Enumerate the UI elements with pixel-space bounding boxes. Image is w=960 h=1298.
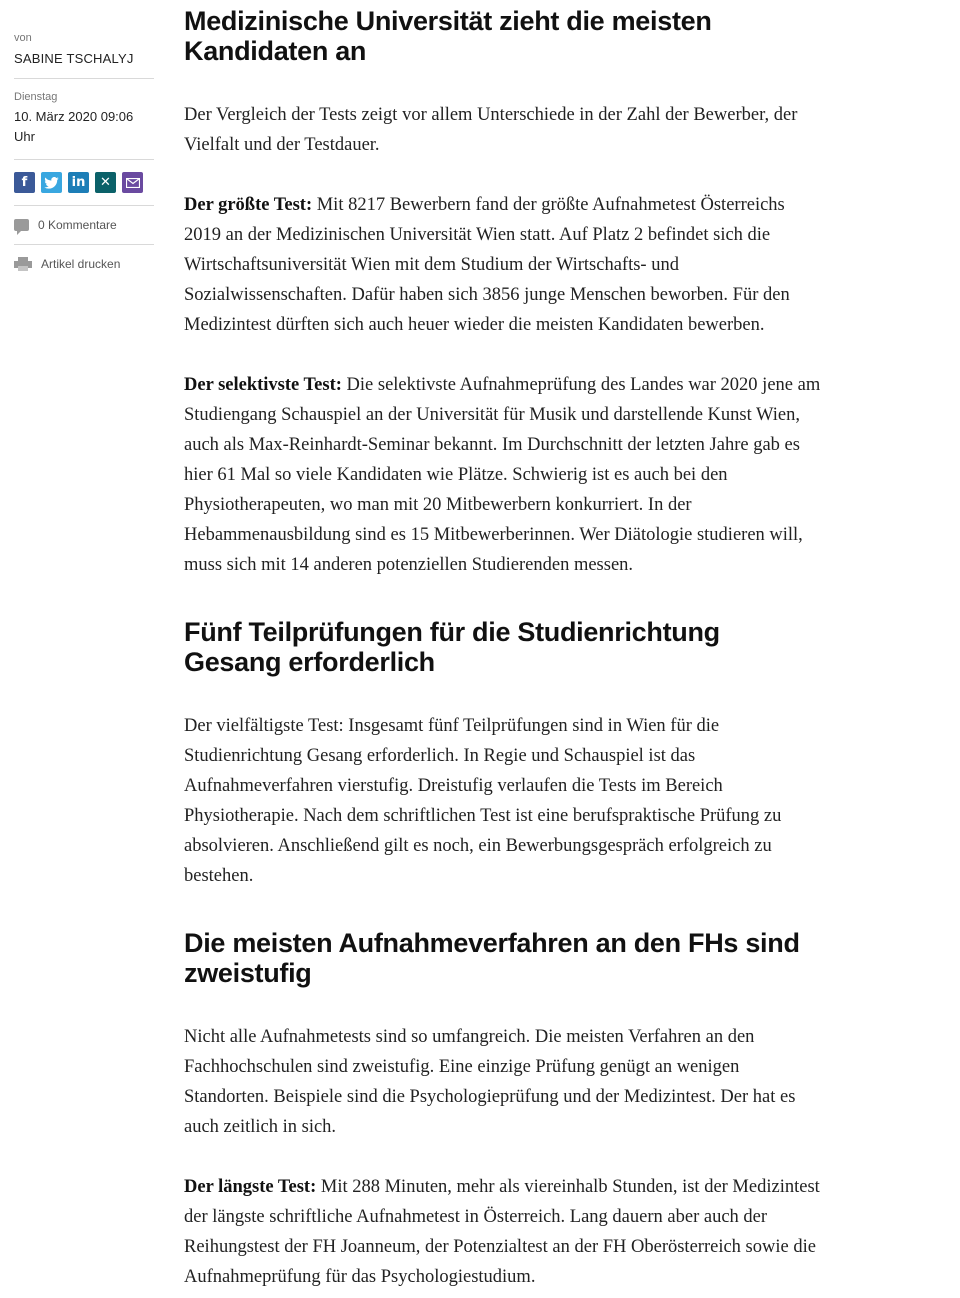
comments-label: 0 Kommentare bbox=[38, 218, 117, 232]
paragraph-longest-test bbox=[184, 1172, 824, 1292]
paragraph-biggest-test bbox=[184, 190, 824, 340]
text-biggest-test: Mit 8217 Bewerbern fand der größte Aufnahmetest Österreichs 2019 an der Medizinischen Universität Wien statt. Auf Platz 2 befindet sich die Wirtschaftsuniversität Wien mit dem Studium der Wirtschafts- und Sozialwissenschaften. Dafür haben sich 3856 junge Menschen beworben. Für den Medizintest dürften sich auch heuer wieder die meisten Kandidaten bewerben. bbox=[184, 195, 790, 335]
publish-date bbox=[14, 107, 154, 147]
weekday: Dienstag bbox=[14, 91, 58, 103]
twitter-icon[interactable] bbox=[41, 172, 62, 193]
text-selective-test: Die selektivste Aufnahmeprüfung des Landes war 2020 jene am Studiengang Schauspiel an der Universität für Musik und darstellende Kunst Wien, auch als Max-Reinhardt-Seminar bekannt. Im Durchschnitt der letzten Jahre gab es hier 61 Mal so viele Kandidaten wie Plätze. Schwierig ist es auch bei den Physiotherapeuten, wo man mit 20 Mitbewerbern konkurriert. In der Hebammenausbildung sind es 15 Mitbewerberinnen. Wer Diätologie studieren will, muss sich mit 14 anderen potenziellen Studierenden messen. bbox=[184, 375, 821, 575]
article-body bbox=[184, 6, 824, 1292]
linkedin-icon[interactable]: in bbox=[68, 172, 89, 193]
facebook-icon[interactable]: f bbox=[14, 172, 35, 193]
lead-longest-test: Der längste Test: bbox=[184, 1177, 317, 1197]
section-heading-3: Die meisten Aufnahmeverfahren an den FHs sind zweistufig bbox=[184, 928, 800, 988]
comments-link[interactable] bbox=[14, 218, 154, 232]
author-name[interactable]: SABINE TSCHALYJ bbox=[14, 51, 134, 66]
intro-paragraph: Der Vergleich der Tests zeigt vor allem Unterschiede in der Zahl der Bewerber, der Vielfalt und der Testdauer. bbox=[184, 105, 798, 155]
xing-icon[interactable]: ✕ bbox=[95, 172, 116, 193]
divider bbox=[14, 205, 154, 206]
publish-date-text: 10. März 2020 09:06 bbox=[14, 109, 134, 124]
section-heading-1: Medizinische Universität zieht die meisten Kandidaten an bbox=[184, 6, 712, 66]
divider bbox=[14, 78, 154, 79]
by-label: von bbox=[14, 32, 32, 44]
paragraph-selective-test bbox=[184, 370, 824, 580]
paragraph-fh: Nicht alle Aufnahmetests sind so umfangreich. Die meisten Verfahren an den Fachhochschulen sind zweistufig. Eine einzige Prüfung genügt an wenigen Standorten. Beispiele sind die Psychologieprüfung und der Medizintest. Der hat es auch zeitlich in sich. bbox=[184, 1027, 796, 1137]
publish-time-unit: Uhr bbox=[14, 129, 35, 144]
print-label: Artikel drucken bbox=[41, 257, 121, 271]
share-bar bbox=[14, 172, 154, 193]
paragraph-varied-test: Der vielfältigste Test: Insgesamt fünf Teilprüfungen sind in Wien für die Studienrichtung Gesang erforderlich. In Regie und Schauspiel ist das Aufnahmeverfahren vierstufig. Dreistufig verlaufen die Tests im Bereich Physiotherapie. Nach dem schriftlichen Test ist eine berufspraktische Prüfung zu absolvieren. Anschließend gilt es noch, ein Bewerbungsgespräch erfolgreich zu bestehen. bbox=[184, 716, 782, 886]
text-longest-test: Mit 288 Minuten, mehr als viereinhalb Stunden, ist der Medizintest der längste schriftliche Aufnahmetest in Österreich. Lang dauern aber auch der Reihungstest der FH Joanneum, der Potenzialtest an der FH Oberösterreich sowie die Aufnahmeprüfung für das Psychologiestudium. bbox=[184, 1177, 820, 1287]
article-meta-sidebar bbox=[14, 32, 154, 271]
printer-icon bbox=[14, 257, 32, 271]
divider bbox=[14, 159, 154, 160]
lead-biggest-test: Der größte Test: bbox=[184, 195, 313, 215]
mail-icon[interactable] bbox=[122, 172, 143, 193]
comment-icon bbox=[14, 219, 29, 231]
print-link[interactable] bbox=[14, 257, 154, 271]
section-heading-2: Fünf Teilprüfungen für die Studienrichtung Gesang erforderlich bbox=[184, 617, 720, 677]
divider bbox=[14, 244, 154, 245]
lead-selective-test: Der selektivste Test: bbox=[184, 375, 342, 395]
